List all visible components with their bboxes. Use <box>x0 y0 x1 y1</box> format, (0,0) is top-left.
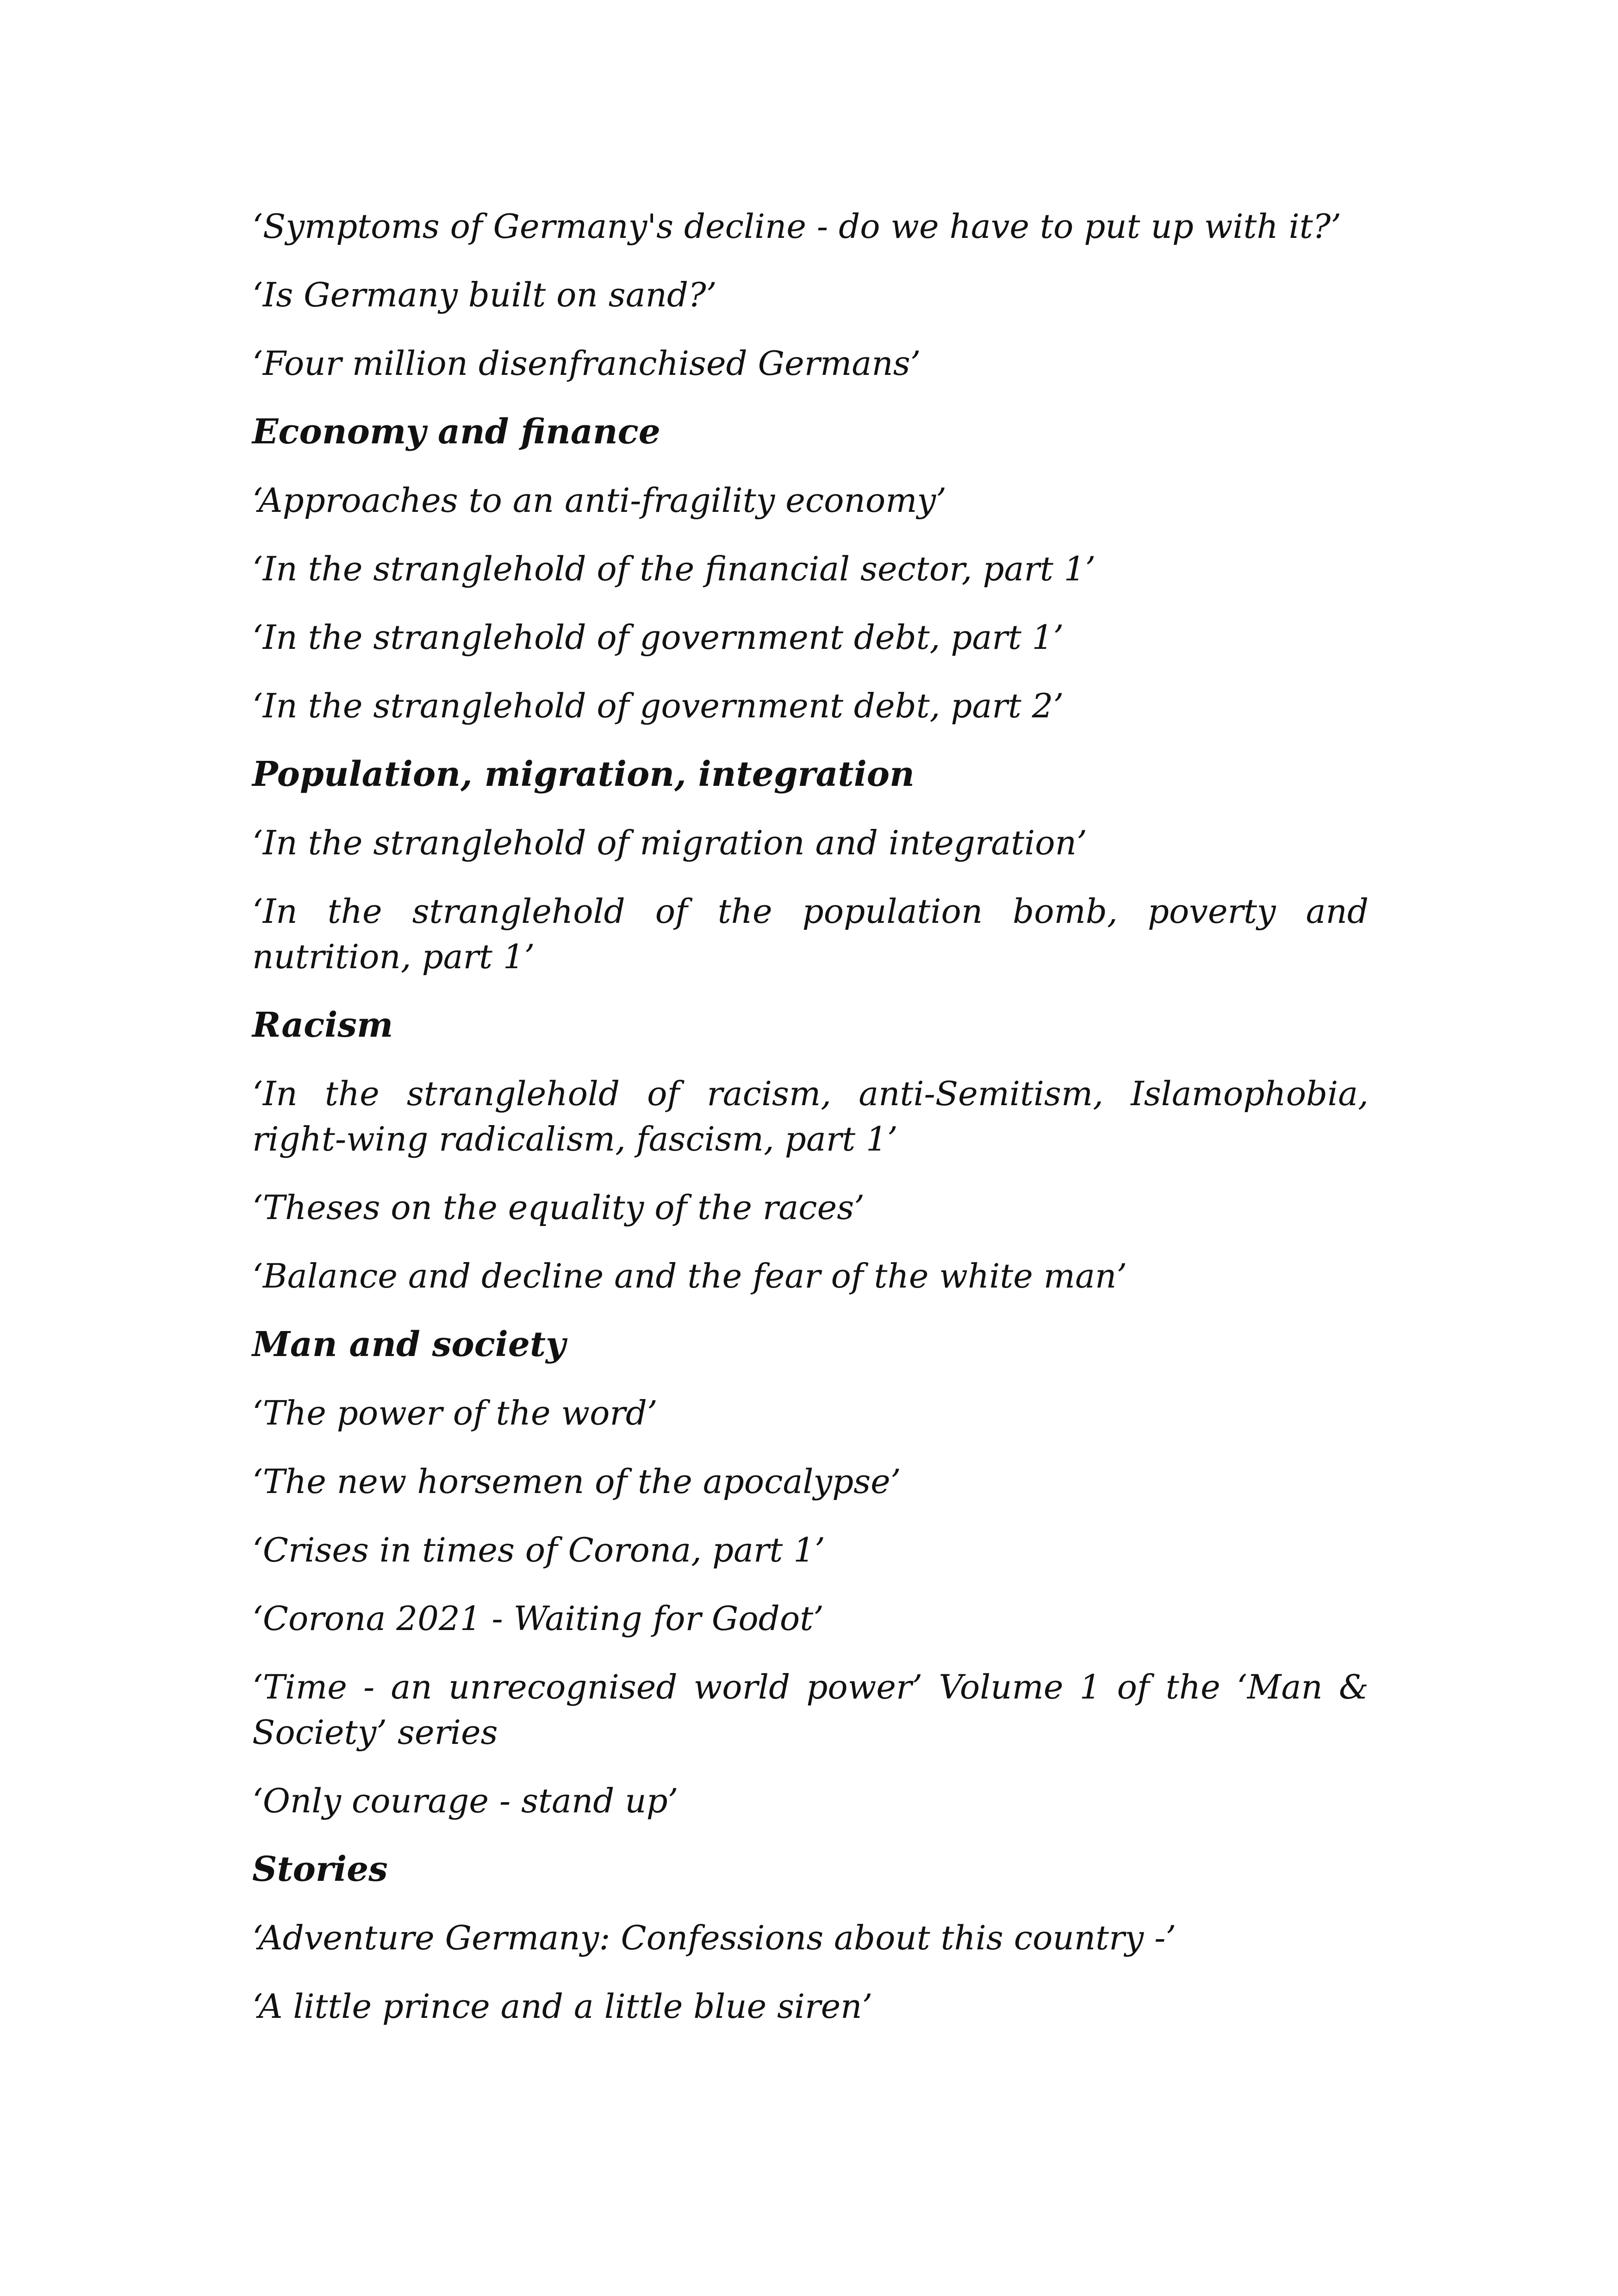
book-title: ‘Balance and decline and the fear of the white man’ <box>252 1257 1127 1295</box>
book-title: ‘Theses on the equality of the races’ <box>252 1188 865 1227</box>
book-title: ‘Time - an unrecognised world power’ Volume 1 of the ‘Man & Society’ series <box>252 1668 1369 1752</box>
section-heading-stories: Stories <box>252 1849 388 1889</box>
book-title: ‘In the stranglehold of the financial sector, part 1’ <box>252 549 1096 588</box>
book-title: ‘The power of the word’ <box>252 1394 658 1432</box>
book-title: ‘In the stranglehold of migration and integration’ <box>252 823 1087 862</box>
book-title: ‘In the stranglehold of government debt, part 1’ <box>252 618 1064 657</box>
section-heading-man-and-society: Man and society <box>252 1325 566 1364</box>
book-title: ‘The new horsemen of the apocalypse’ <box>252 1462 901 1501</box>
section-heading-economy: Economy and finance <box>252 412 660 452</box>
book-title: ‘In the stranglehold of racism, anti-Semitism, Islamophobia, right-wing radicalism, fascism, part 1’ <box>252 1074 1369 1158</box>
book-title: ‘Corona 2021 - Waiting for Godot’ <box>252 1599 824 1638</box>
section-heading-racism: Racism <box>252 1005 393 1045</box>
book-title: ‘A little prince and a little blue siren’ <box>252 1987 873 2026</box>
book-title: ‘Symptoms of Germany's decline - do we have to put up with it?’ <box>252 207 1342 246</box>
book-title: ‘Crises in times of Corona, part 1’ <box>252 1531 825 1569</box>
book-title: ‘Only courage - stand up’ <box>252 1781 678 1820</box>
book-title: ‘Approaches to an anti-fragility economy’ <box>252 481 947 520</box>
book-title: ‘In the stranglehold of the population bomb, poverty and nutrition, part 1’ <box>252 892 1369 976</box>
book-list <box>252 204 1369 2052</box>
section-heading-population: Population, migration, integration <box>252 754 915 794</box>
book-title: ‘Is Germany built on sand?’ <box>252 275 717 314</box>
book-title: ‘In the stranglehold of government debt, part 2’ <box>252 686 1064 725</box>
book-title: ‘Adventure Germany: Confessions about this country -’ <box>252 1918 1176 1957</box>
book-title: ‘Four million disenfranchised Germans’ <box>252 344 921 383</box>
